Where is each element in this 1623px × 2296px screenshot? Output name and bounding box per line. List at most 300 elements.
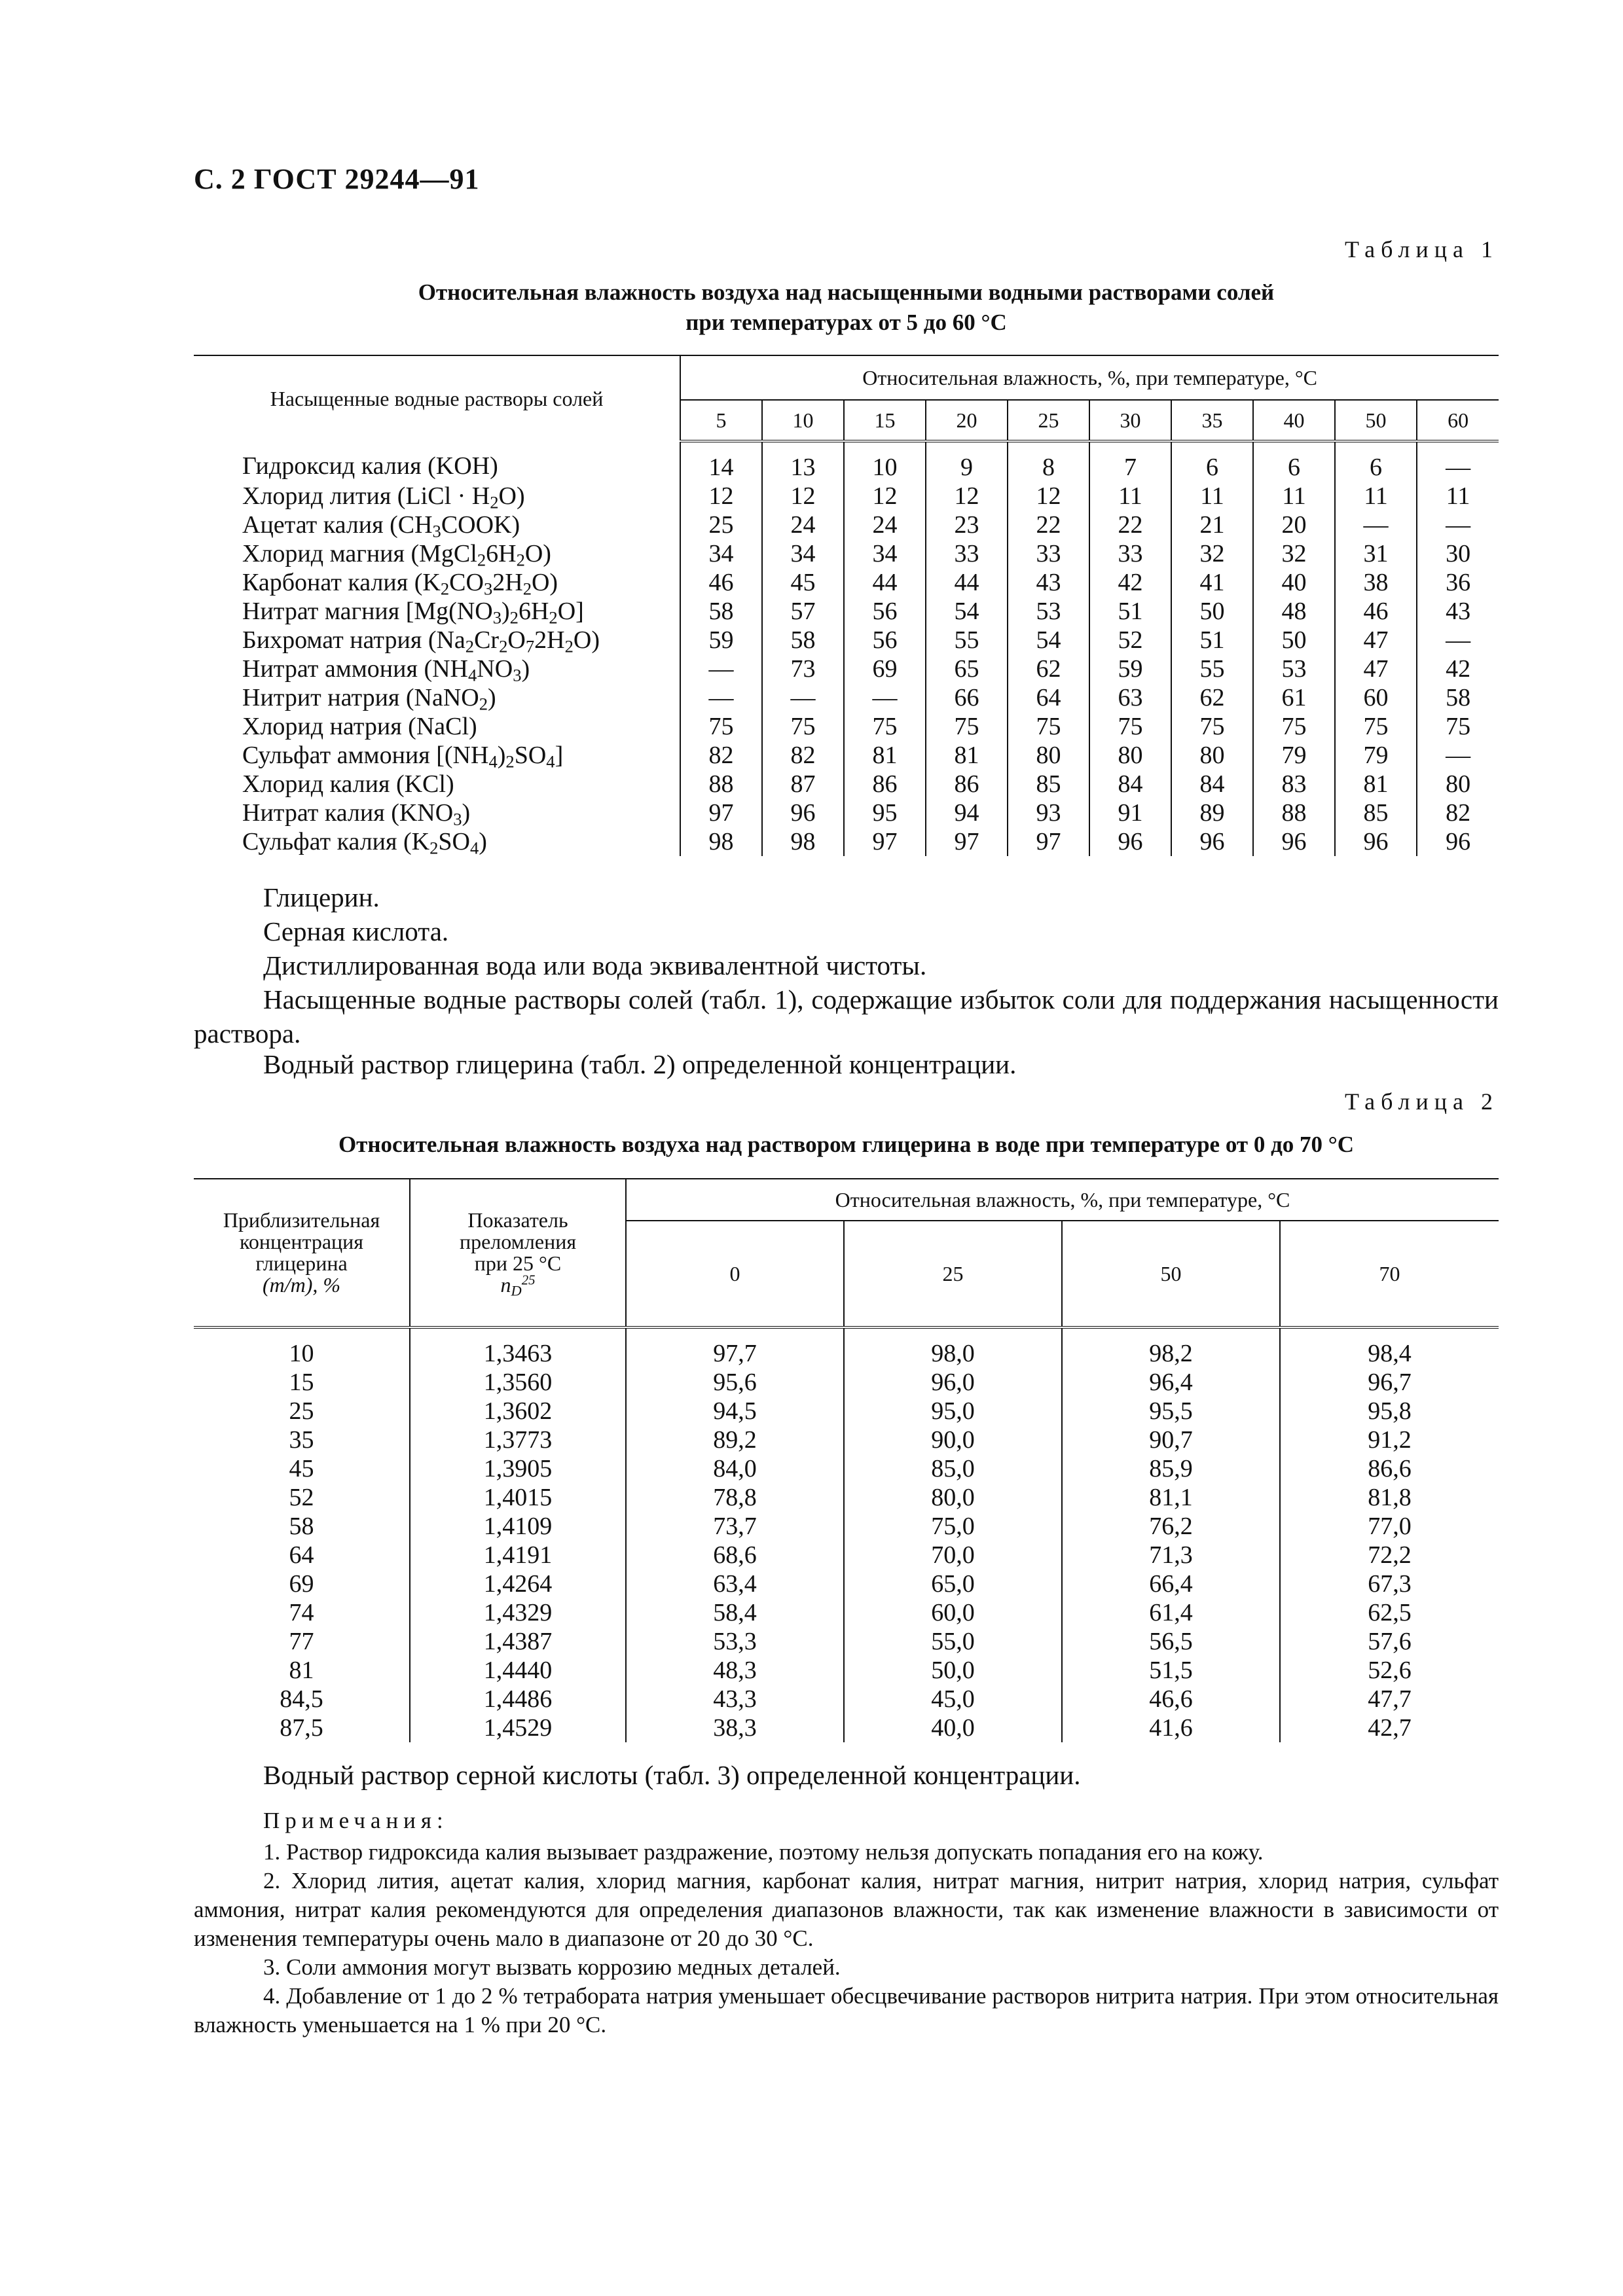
humidity-value: — (680, 655, 762, 683)
humidity-value: 85,9 (1062, 1454, 1280, 1483)
glycerin-concentration: 10 (289, 1340, 314, 1367)
humidity-value: 32 (1171, 539, 1253, 568)
humidity-value: 41 (1171, 568, 1253, 597)
table2-row (194, 1656, 1499, 1685)
humidity-value: 69 (844, 655, 926, 683)
salt-name: Сульфат калия $(K_2SO_4)$ (242, 828, 487, 858)
list-distilled-water: Дистиллированная вода или вода эквивалентной чистоты. (263, 950, 927, 980)
table1-header-group: Относительная влажность, %, при температуре, °С (680, 355, 1499, 400)
humidity-value: 59 (680, 626, 762, 655)
humidity-value: 53 (1253, 655, 1335, 683)
humidity-value: 55,0 (844, 1627, 1062, 1656)
salt-name: Нитрат калия $(KNO_3)$ (242, 799, 471, 829)
humidity-value: 36 (1417, 568, 1499, 597)
table2-temp-header: 25 (844, 1221, 1062, 1327)
humidity-value: 11 (1335, 482, 1417, 511)
table2-row (194, 1713, 1499, 1742)
humidity-value: 50 (1253, 626, 1335, 655)
humidity-value: 61 (1253, 683, 1335, 712)
humidity-value: 25 (680, 511, 762, 539)
humidity-value: 56,5 (1062, 1627, 1280, 1656)
table1-row (194, 712, 1499, 741)
note-3: 3. Соли аммония могут вызвать коррозию медных деталей. (263, 1954, 841, 1980)
table1-row (194, 827, 1499, 856)
humidity-value: 98 (762, 827, 844, 856)
table2-header-refraction: Показатель преломления при 25 °С $n_D^{25}$ (410, 1179, 626, 1327)
humidity-value: 67,3 (1280, 1570, 1499, 1598)
humidity-value: 13 (762, 441, 844, 482)
humidity-value: 53,3 (626, 1627, 844, 1656)
humidity-value: 57,6 (1280, 1627, 1499, 1656)
humidity-value: 98,2 (1062, 1327, 1280, 1368)
table2-row (194, 1368, 1499, 1397)
glycerin-concentration: 52 (289, 1484, 314, 1511)
humidity-value: 6 (1335, 441, 1417, 482)
glycerin-concentration: 74 (289, 1599, 314, 1626)
humidity-value: 38 (1335, 568, 1417, 597)
humidity-value: 10 (844, 441, 926, 482)
table1-temp-header: 25 (1008, 400, 1089, 441)
humidity-value: 79 (1253, 741, 1335, 770)
glycerin-concentration: 81 (289, 1657, 314, 1684)
table1-title-line2: при температурах от 5 до 60 °С (685, 310, 1007, 335)
humidity-value: 43 (1417, 597, 1499, 626)
glycerin-concentration: 58 (289, 1513, 314, 1540)
humidity-value: 88 (1253, 798, 1335, 827)
note-2: 2. Хлорид лития, ацетат калия, хлорид магния, карбонат калия, нитрат магния, нитрит натрия, хлорид натрия, сульфат аммония, нитрат калия рекомендуются для определения диапазонов влажности, так как изменение влажности в зависимости от изменения температуры очень мало в диапазоне от 20 до 30 °С. (194, 1868, 1499, 1951)
table2-row (194, 1512, 1499, 1541)
humidity-value: 45 (762, 568, 844, 597)
humidity-value: 46 (680, 568, 762, 597)
after-table2-paragraph: Водный раствор серной кислоты (табл. 3) определенной концентрации. (263, 1760, 1081, 1790)
humidity-value: 80 (1008, 741, 1089, 770)
humidity-value: — (1417, 626, 1499, 655)
table1-temp-header: 35 (1171, 400, 1253, 441)
humidity-value: 63,4 (626, 1570, 844, 1598)
humidity-value: 75,0 (844, 1512, 1062, 1541)
refraction-index: 1,3602 (410, 1397, 626, 1426)
humidity-value: 47 (1335, 626, 1417, 655)
list-salt-solutions: Насыщенные водные растворы солей (табл. 1), содержащие избыток соли для поддержания насыщенности раствора. (194, 984, 1499, 1049)
table2-row (194, 1397, 1499, 1426)
salt-name: Сульфат аммония $[(NH_4)_2SO_4]$ (242, 742, 564, 772)
glycerin-concentration: 15 (289, 1369, 314, 1396)
humidity-value: 71,3 (1062, 1541, 1280, 1570)
humidity-value: 7 (1089, 441, 1171, 482)
humidity-value: 77,0 (1280, 1512, 1499, 1541)
humidity-value: 64 (1008, 683, 1089, 712)
humidity-value: 81 (926, 741, 1008, 770)
humidity-value: 75 (1008, 712, 1089, 741)
list-sulfuric-acid: Серная кислота. (263, 916, 449, 946)
humidity-value: 59 (1089, 655, 1171, 683)
humidity-value: 31 (1335, 539, 1417, 568)
humidity-value: 11 (1089, 482, 1171, 511)
humidity-value: 80,0 (844, 1483, 1062, 1512)
humidity-value: 75 (1335, 712, 1417, 741)
salt-name: Хлорид лития (LiCl · $H_2O$) (242, 482, 525, 512)
humidity-value: 50 (1171, 597, 1253, 626)
humidity-value: 51,5 (1062, 1656, 1280, 1685)
humidity-value: 97 (680, 798, 762, 827)
refraction-index: 1,3773 (410, 1426, 626, 1454)
humidity-value: 65,0 (844, 1570, 1062, 1598)
humidity-value: 93 (1008, 798, 1089, 827)
humidity-value: 58 (1417, 683, 1499, 712)
table1-title (194, 278, 1499, 338)
humidity-value: 86 (926, 770, 1008, 798)
humidity-value: 80 (1417, 770, 1499, 798)
humidity-value: — (1417, 441, 1499, 482)
humidity-value: 46,6 (1062, 1685, 1280, 1713)
humidity-value: 97,7 (626, 1327, 844, 1368)
humidity-value: 75 (1417, 712, 1499, 741)
humidity-value: 33 (926, 539, 1008, 568)
humidity-value: 95,5 (1062, 1397, 1280, 1426)
glycerin-concentration: 45 (289, 1455, 314, 1482)
humidity-value: 75 (1253, 712, 1335, 741)
humidity-value: 51 (1089, 597, 1171, 626)
humidity-value: 44 (844, 568, 926, 597)
humidity-value: 75 (926, 712, 1008, 741)
humidity-value: 55 (926, 626, 1008, 655)
table1-row (194, 683, 1499, 712)
salt-name: Нитрат магния $[Mg(NO_3)_26H_2O]$ (242, 598, 584, 628)
humidity-value: 85 (1008, 770, 1089, 798)
note-1: 1. Раствор гидроксида калия вызывает раздражение, поэтому нельзя допускать попадания его на кожу. (263, 1839, 1264, 1865)
humidity-value: 84 (1089, 770, 1171, 798)
humidity-value: 96,4 (1062, 1368, 1280, 1397)
refraction-index: 1,4329 (410, 1598, 626, 1627)
table1-row (194, 626, 1499, 655)
humidity-value: 60 (1335, 683, 1417, 712)
humidity-value: 65 (926, 655, 1008, 683)
humidity-value: 96,0 (844, 1368, 1062, 1397)
humidity-value: — (1417, 741, 1499, 770)
glycerin-concentration: 25 (289, 1397, 314, 1425)
humidity-value: 80 (1089, 741, 1171, 770)
refraction-index: 1,4440 (410, 1656, 626, 1685)
humidity-value: 48,3 (626, 1656, 844, 1685)
humidity-value: 82 (680, 741, 762, 770)
humidity-value: 43 (1008, 568, 1089, 597)
humidity-value: 80 (1171, 741, 1253, 770)
humidity-value: 78,8 (626, 1483, 844, 1512)
humidity-value: 12 (1008, 482, 1089, 511)
table1-row (194, 568, 1499, 597)
humidity-value: 66,4 (1062, 1570, 1280, 1598)
humidity-value: 14 (680, 441, 762, 482)
table1-temp-header: 15 (844, 400, 926, 441)
humidity-value: 72,2 (1280, 1541, 1499, 1570)
humidity-value: 68,6 (626, 1541, 844, 1570)
table1-row (194, 798, 1499, 827)
humidity-value: 87 (762, 770, 844, 798)
humidity-value: 50,0 (844, 1656, 1062, 1685)
refraction-index: 1,4486 (410, 1685, 626, 1713)
salt-name: Бихромат натрия $(Na_2Cr_2O_72H_2O)$ (242, 626, 600, 656)
table1-header-name: Насыщенные водные растворы солей (270, 387, 604, 410)
table2-row (194, 1541, 1499, 1570)
humidity-value: 62,5 (1280, 1598, 1499, 1627)
table2-header-concentration: Приблизительная концентрация глицерина (m/m), % (194, 1179, 410, 1327)
humidity-value: 89 (1171, 798, 1253, 827)
glycerin-concentration: 69 (289, 1570, 314, 1598)
humidity-value: 40 (1253, 568, 1335, 597)
humidity-value: 34 (680, 539, 762, 568)
humidity-value: 44 (926, 568, 1008, 597)
humidity-value: 76,2 (1062, 1512, 1280, 1541)
humidity-value: 94,5 (626, 1397, 844, 1426)
list-glycerin-solution: Водный раствор глицерина (табл. 2) определенной концентрации. (263, 1049, 1017, 1079)
table2-row (194, 1627, 1499, 1656)
humidity-value: 61,4 (1062, 1598, 1280, 1627)
humidity-value: 11 (1417, 482, 1499, 511)
table1-label: Таблица 1 (1345, 236, 1499, 262)
humidity-value: 38,3 (626, 1713, 844, 1742)
humidity-value: 33 (1008, 539, 1089, 568)
salt-name: Ацетат калия $(CH_3COOK)$ (242, 511, 520, 541)
humidity-value: — (1417, 511, 1499, 539)
humidity-value: 84 (1171, 770, 1253, 798)
table1-temp-header: 30 (1089, 400, 1171, 441)
salt-name: Хлорид магния $(MgCl_26H_2O)$ (242, 540, 551, 570)
humidity-value: 83 (1253, 770, 1335, 798)
salt-name: Хлорид калия (KCl) (242, 770, 454, 798)
humidity-value: 98,0 (844, 1327, 1062, 1368)
humidity-value: 57 (762, 597, 844, 626)
note-4: 4. Добавление от 1 до 2 % тетрабората натрия уменьшает обесцвечивание растворов нитрита натрия. При этом относительная влажность уменьшается на 1 % при 20 °С. (194, 1983, 1499, 2037)
refraction-index: 1,4387 (410, 1627, 626, 1656)
humidity-value: 6 (1253, 441, 1335, 482)
humidity-value: 41,6 (1062, 1713, 1280, 1742)
humidity-value: 84,0 (626, 1454, 844, 1483)
humidity-value: 48 (1253, 597, 1335, 626)
table2-temp-header: 50 (1062, 1221, 1280, 1327)
humidity-value: 58 (680, 597, 762, 626)
humidity-value: 91,2 (1280, 1426, 1499, 1454)
humidity-value: 86 (844, 770, 926, 798)
refraction-index: 1,3560 (410, 1368, 626, 1397)
humidity-value: 54 (926, 597, 1008, 626)
humidity-value: 94 (926, 798, 1008, 827)
refraction-index: 1,4191 (410, 1541, 626, 1570)
humidity-value: 60,0 (844, 1598, 1062, 1627)
glycerin-concentration: 64 (289, 1541, 314, 1569)
humidity-value: 56 (844, 597, 926, 626)
humidity-value: 96 (1253, 827, 1335, 856)
humidity-value: 40,0 (844, 1713, 1062, 1742)
humidity-value: 54 (1008, 626, 1089, 655)
glycerin-concentration: 77 (289, 1628, 314, 1655)
humidity-value: 81 (1335, 770, 1417, 798)
humidity-value: 75 (1089, 712, 1171, 741)
humidity-value: 91 (1089, 798, 1171, 827)
humidity-value: 70,0 (844, 1541, 1062, 1570)
humidity-value: 11 (1171, 482, 1253, 511)
table2-title: Относительная влажность воздуха над раствором глицерина в воде при температуре от 0 до 70 °С (338, 1132, 1355, 1157)
table2 (194, 1178, 1499, 1742)
page-header: С. 2 ГОСТ 29244—91 (194, 163, 480, 195)
refraction-index: 1,3463 (410, 1327, 626, 1368)
humidity-value: 12 (844, 482, 926, 511)
refraction-index: 1,3905 (410, 1454, 626, 1483)
table2-header-group: Относительная влажность, %, при температуре, °С (626, 1179, 1499, 1221)
humidity-value: 34 (844, 539, 926, 568)
humidity-value: 73,7 (626, 1512, 844, 1541)
table1-row (194, 441, 1499, 482)
table1-temp-header: 5 (680, 400, 762, 441)
table1-temp-header: 40 (1253, 400, 1335, 441)
humidity-value: 42,7 (1280, 1713, 1499, 1742)
humidity-value: 63 (1089, 683, 1171, 712)
humidity-value: 96 (762, 798, 844, 827)
humidity-value: 12 (926, 482, 1008, 511)
humidity-value: 95,6 (626, 1368, 844, 1397)
table1-row (194, 741, 1499, 770)
refraction-symbol: $n_D^{25}$ (500, 1272, 536, 1299)
humidity-value: 98,4 (1280, 1327, 1499, 1368)
table1-row (194, 482, 1499, 511)
humidity-value: 51 (1171, 626, 1253, 655)
humidity-value: 62 (1008, 655, 1089, 683)
humidity-value: 12 (762, 482, 844, 511)
humidity-value: 75 (762, 712, 844, 741)
table2-row (194, 1454, 1499, 1483)
table2-temp-header: 0 (626, 1221, 844, 1327)
refraction-index: 1,4264 (410, 1570, 626, 1598)
humidity-value: 96,7 (1280, 1368, 1499, 1397)
table1-title-line1: Относительная влажность воздуха над насыщенными водными растворами солей (418, 279, 1275, 305)
humidity-value: 53 (1008, 597, 1089, 626)
table2-row (194, 1685, 1499, 1713)
humidity-value: 58 (762, 626, 844, 655)
table1-row (194, 539, 1499, 568)
table1-row (194, 770, 1499, 798)
humidity-value: 98 (680, 827, 762, 856)
humidity-value: 73 (762, 655, 844, 683)
table1-temp-header: 50 (1335, 400, 1417, 441)
humidity-value: — (762, 683, 844, 712)
humidity-value: 88 (680, 770, 762, 798)
humidity-value: 56 (844, 626, 926, 655)
humidity-value: 85 (1335, 798, 1417, 827)
table2-row (194, 1426, 1499, 1454)
glycerin-concentration: 35 (289, 1426, 314, 1454)
humidity-value: 21 (1171, 511, 1253, 539)
humidity-value: 55 (1171, 655, 1253, 683)
humidity-value: — (844, 683, 926, 712)
glycerin-concentration: 87,5 (280, 1714, 323, 1742)
humidity-value: 97 (926, 827, 1008, 856)
humidity-value: 85,0 (844, 1454, 1062, 1483)
humidity-value: 33 (1089, 539, 1171, 568)
humidity-value: 95,8 (1280, 1397, 1499, 1426)
humidity-value: 75 (844, 712, 926, 741)
table1-temp-header: 20 (926, 400, 1008, 441)
humidity-value: 96 (1417, 827, 1499, 856)
humidity-value: 81,1 (1062, 1483, 1280, 1512)
humidity-value: 22 (1089, 511, 1171, 539)
refraction-index: 1,4015 (410, 1483, 626, 1512)
humidity-value: 90,0 (844, 1426, 1062, 1454)
humidity-value: 23 (926, 511, 1008, 539)
humidity-value: 24 (844, 511, 926, 539)
humidity-value: 45,0 (844, 1685, 1062, 1713)
humidity-value: 22 (1008, 511, 1089, 539)
humidity-value: 95,0 (844, 1397, 1062, 1426)
table2-temp-header: 70 (1280, 1221, 1499, 1327)
table2-row (194, 1598, 1499, 1627)
humidity-value: — (680, 683, 762, 712)
salt-name: Карбонат калия $(K_2CO_32H_2O)$ (242, 569, 558, 599)
salt-name: Хлорид натрия (NaCl) (242, 713, 477, 740)
humidity-value: 52,6 (1280, 1656, 1499, 1685)
humidity-value: 96 (1171, 827, 1253, 856)
glycerin-concentration: 84,5 (280, 1685, 323, 1713)
humidity-value: 81,8 (1280, 1483, 1499, 1512)
humidity-value: 75 (1171, 712, 1253, 741)
humidity-value: 96 (1089, 827, 1171, 856)
humidity-value: 34 (762, 539, 844, 568)
humidity-value: 82 (1417, 798, 1499, 827)
table1-row (194, 511, 1499, 539)
humidity-value: 24 (762, 511, 844, 539)
humidity-value: 86,6 (1280, 1454, 1499, 1483)
humidity-value: 95 (844, 798, 926, 827)
table1-row (194, 655, 1499, 683)
refraction-index: 1,4529 (410, 1713, 626, 1742)
humidity-value: 58,4 (626, 1598, 844, 1627)
humidity-value: 12 (680, 482, 762, 511)
humidity-value: 42 (1089, 568, 1171, 597)
humidity-value: 43,3 (626, 1685, 844, 1713)
humidity-value: 79 (1335, 741, 1417, 770)
humidity-value: 52 (1089, 626, 1171, 655)
table1-row (194, 597, 1499, 626)
table1-temp-header: 60 (1417, 400, 1499, 441)
humidity-value: 6 (1171, 441, 1253, 482)
table2-row (194, 1570, 1499, 1598)
humidity-value: 75 (680, 712, 762, 741)
salt-name: Нитрит натрия (NaNO$_2$) (242, 684, 496, 714)
humidity-value: 11 (1253, 482, 1335, 511)
humidity-value: 9 (926, 441, 1008, 482)
list-glycerin: Глицерин. (263, 882, 380, 912)
humidity-value: 97 (844, 827, 926, 856)
humidity-value: 8 (1008, 441, 1089, 482)
humidity-value: 30 (1417, 539, 1499, 568)
table1 (194, 355, 1499, 856)
salt-name: Нитрат аммония $(NH_4NO_3)$ (242, 655, 530, 685)
humidity-value: 62 (1171, 683, 1253, 712)
humidity-value: 47 (1335, 655, 1417, 683)
table2-row (194, 1483, 1499, 1512)
humidity-value: — (1335, 511, 1417, 539)
humidity-value: 89,2 (626, 1426, 844, 1454)
humidity-value: 47,7 (1280, 1685, 1499, 1713)
humidity-value: 20 (1253, 511, 1335, 539)
humidity-value: 82 (762, 741, 844, 770)
salt-name: Гидроксид калия (KOH) (242, 452, 498, 480)
humidity-value: 32 (1253, 539, 1335, 568)
humidity-value: 42 (1417, 655, 1499, 683)
humidity-value: 90,7 (1062, 1426, 1280, 1454)
table1-temp-header: 10 (762, 400, 844, 441)
humidity-value: 81 (844, 741, 926, 770)
notes-title: Примечания: (263, 1808, 448, 1833)
humidity-value: 46 (1335, 597, 1417, 626)
